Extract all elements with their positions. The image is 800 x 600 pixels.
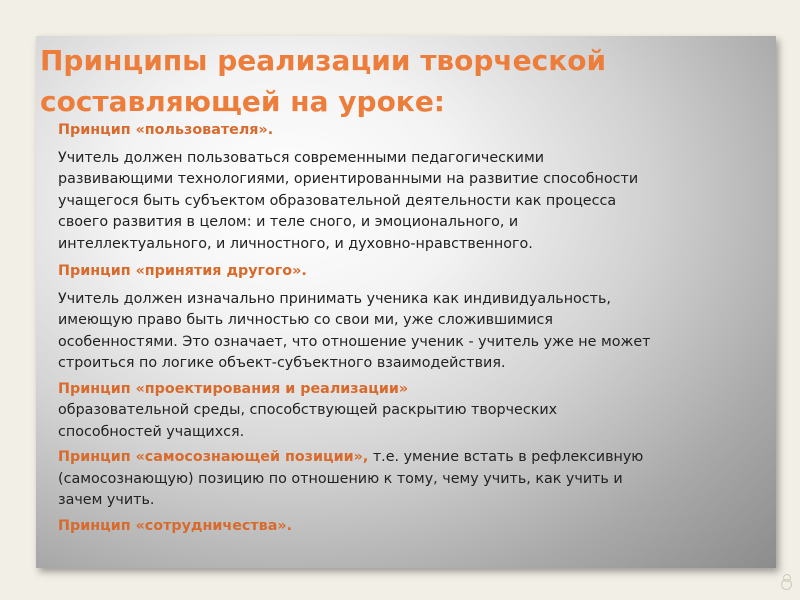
principle-heading: Принцип «проектирования и реализации» bbox=[58, 380, 409, 397]
principle-cooperation-heading bbox=[58, 516, 658, 538]
principle-design-paragraph bbox=[58, 379, 658, 444]
principle-body: образовательной среды, способствующей раскрытию творческих способностей учащихся. bbox=[58, 402, 558, 440]
principle-heading: Принцип «пользователя». bbox=[58, 122, 274, 138]
principle-user-heading bbox=[58, 120, 658, 142]
principle-body: Учитель должен изначально принимать ученика как индивидуальность, имеющую право быть личностью со свои ми, уже сложившимися особенностями. Это означает, что отношение ученик - учитель уже не может строиться по логике объект-субъектного взаимодействия. bbox=[58, 290, 651, 371]
principle-heading: Принцип «принятия другого». bbox=[58, 263, 307, 279]
principle-heading: Принцип «самосознающей позиции», bbox=[58, 449, 369, 465]
slide-title: Принципы реализации творческой составляющей на уроке: bbox=[40, 44, 607, 118]
principle-heading: Принцип «сотрудничества». bbox=[58, 517, 293, 534]
principle-user-body bbox=[58, 148, 658, 256]
principle-acceptance-body bbox=[58, 289, 658, 375]
corner-ring-icon bbox=[783, 574, 791, 582]
slide-body bbox=[58, 120, 658, 543]
principle-body: Учитель должен пользоваться современными педагогическими развивающими технологиями, ориентированными на развитие способности учащегося быть субъектом образовательной деятельности как процесса своего развития в целом: и теле сного, и эмоционального, и интеллектуального, и личностного, и духовно-нравственного. bbox=[58, 149, 639, 252]
principle-self-aware-paragraph bbox=[58, 447, 658, 512]
principle-acceptance-heading bbox=[58, 261, 658, 283]
principle-body: т.е. умение встать в рефлексивную (самосознающую) позицию по отношению к тому, чему учить, как учить и зачем учить. bbox=[58, 449, 644, 508]
